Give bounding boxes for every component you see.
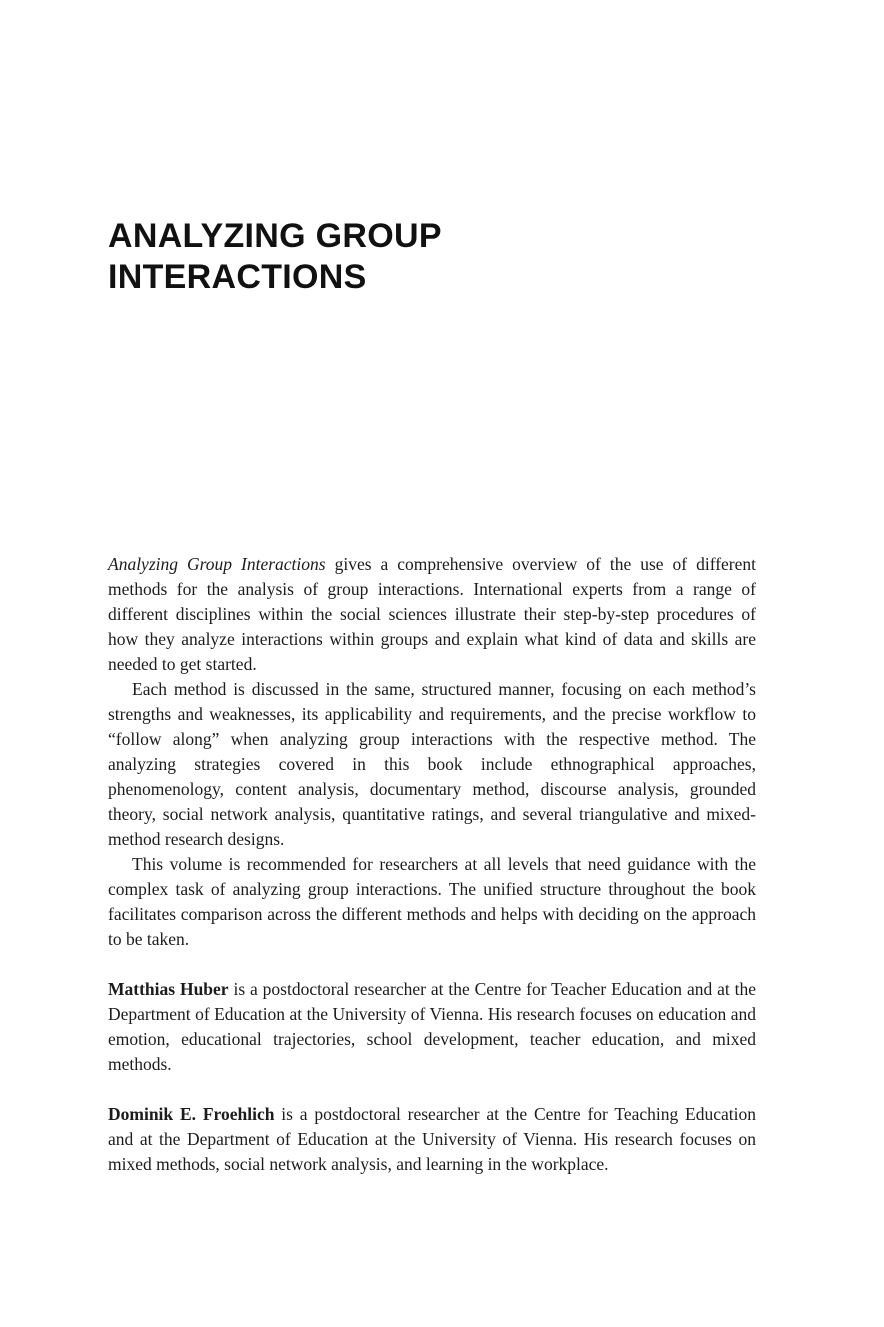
author-bio-paragraph [108, 977, 756, 1077]
description-paragraph-1-text: gives a comprehensive overview of the use of different methods for the analysis of group interactions. International experts from a range of different disciplines within the social sciences illustrate their step-by-step procedures of how they analyze interactions within groups and explain what kind of data and skills are needed to get started. [108, 554, 757, 674]
author-bio-paragraph [108, 1102, 756, 1177]
author-name: Dominik E. Froehlich [108, 1104, 275, 1124]
author-name: Matthias Huber [108, 979, 229, 999]
author-bio-froehlich [108, 1102, 756, 1177]
author-bio-huber [108, 977, 756, 1077]
author-bio-text: is a postdoctoral researcher at the Centre for Teaching Education and at the Department of Education at the University of Vienna. His research focuses on mixed methods, social network analysis, and learning in the workplace. [108, 1104, 756, 1174]
description-paragraph-1 [108, 552, 756, 677]
description-paragraph-3: This volume is recommended for researchers at all levels that need guidance with the complex task of analyzing group interactions. The unified structure throughout the book facilitates comparison across the different methods and helps with deciding on the approach to be taken. [108, 854, 756, 949]
book-title-italic: Analyzing Group Interactions [108, 554, 326, 574]
title-line-1: ANALYZING GROUP [108, 217, 442, 255]
title-line-2: INTERACTIONS [108, 258, 367, 296]
page-title [108, 216, 768, 298]
book-description [108, 552, 756, 952]
description-paragraph-2: Each method is discussed in the same, structured manner, focusing on each method’s strengths and weaknesses, its applicability and requirements, and the precise workflow to “follow along” when analyzing group interactions with the respective method. The analyzing strategies covered in this book include ethnographical approaches, phenomenology, content analysis, documentary method, discourse analysis, grounded theory, social network analysis, quantitative ratings, and several triangulative and mixed-method research designs. [108, 679, 756, 849]
author-bio-text: is a postdoctoral researcher at the Centre for Teacher Education and at the Department of Education at the University of Vienna. His research focuses on education and emotion, educational trajectories, school development, teacher education, and mixed methods. [108, 979, 756, 1074]
